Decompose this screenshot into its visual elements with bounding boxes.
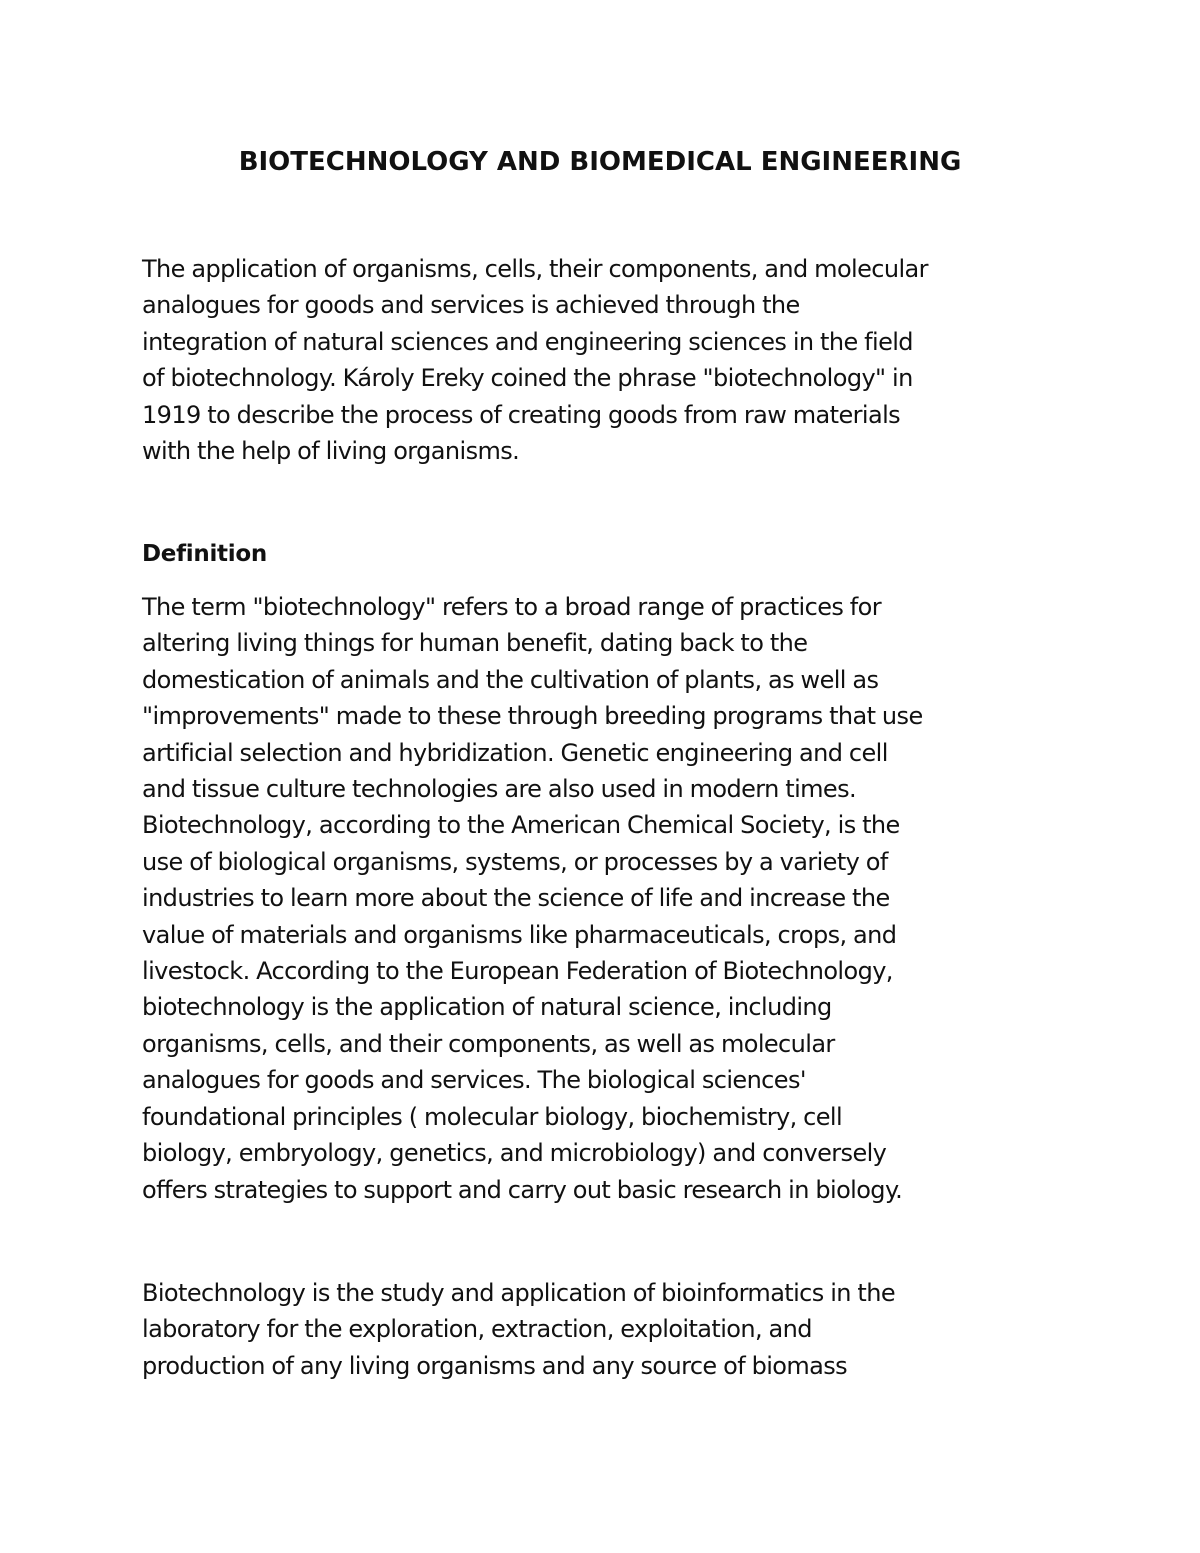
text-line: industries to learn more about the science of life and increase the [142, 884, 890, 913]
text-line: analogues for goods and services is achieved through the [142, 291, 800, 320]
text-line: Biotechnology, according to the American Chemical Society, is the [142, 811, 900, 840]
text-line: use of biological organisms, systems, or processes by a variety of [142, 847, 888, 876]
text-line: biotechnology is the application of natural science, including [142, 993, 832, 1022]
text-line: with the help of living organisms. [142, 437, 520, 466]
intro-paragraph [142, 251, 1082, 469]
text-line: of biotechnology. Károly Ereky coined the phrase "biotechnology" in [142, 364, 913, 393]
text-line: foundational principles ( molecular biology, biochemistry, cell [142, 1102, 843, 1131]
text-line: laboratory for the exploration, extraction, exploitation, and [142, 1315, 812, 1344]
text-line: artificial selection and hybridization. Genetic engineering and cell [142, 738, 888, 767]
text-line: Biotechnology is the study and application of bioinformatics in the [142, 1279, 896, 1307]
text-line: offers strategies to support and carry out basic research in biology. [142, 1175, 903, 1204]
text-line: livestock. According to the European Federation of Biotechnology, [142, 957, 893, 986]
text-line: The application of organisms, cells, their components, and molecular [142, 255, 928, 283]
document-title: BIOTECHNOLOGY AND BIOMEDICAL ENGINEERING [238, 147, 962, 177]
text-line: value of materials and organisms like pharmaceuticals, crops, and [142, 920, 897, 949]
text-line: The term "biotechnology" refers to a broad range of practices for [142, 593, 882, 621]
definition-paragraph [142, 589, 1082, 1208]
text-line: biology, embryology, genetics, and microbiology) and conversely [142, 1139, 887, 1168]
text-line: integration of natural sciences and engineering sciences in the field [142, 327, 913, 356]
text-line: 1919 to describe the process of creating goods from raw materials [142, 400, 901, 429]
text-line: "improvements" made to these through breeding programs that use [142, 702, 923, 731]
definition-heading: Definition [142, 541, 267, 567]
text-line: altering living things for human benefit, dating back to the [142, 629, 808, 658]
text-line: analogues for goods and services. The biological sciences' [142, 1066, 806, 1095]
bioinformatics-paragraph [142, 1275, 1082, 1384]
text-line: and tissue culture technologies are also used in modern times. [142, 775, 857, 804]
text-line: production of any living organisms and any source of biomass [142, 1351, 848, 1380]
text-line: organisms, cells, and their components, as well as molecular [142, 1029, 835, 1058]
text-line: domestication of animals and the cultivation of plants, as well as [142, 665, 879, 694]
